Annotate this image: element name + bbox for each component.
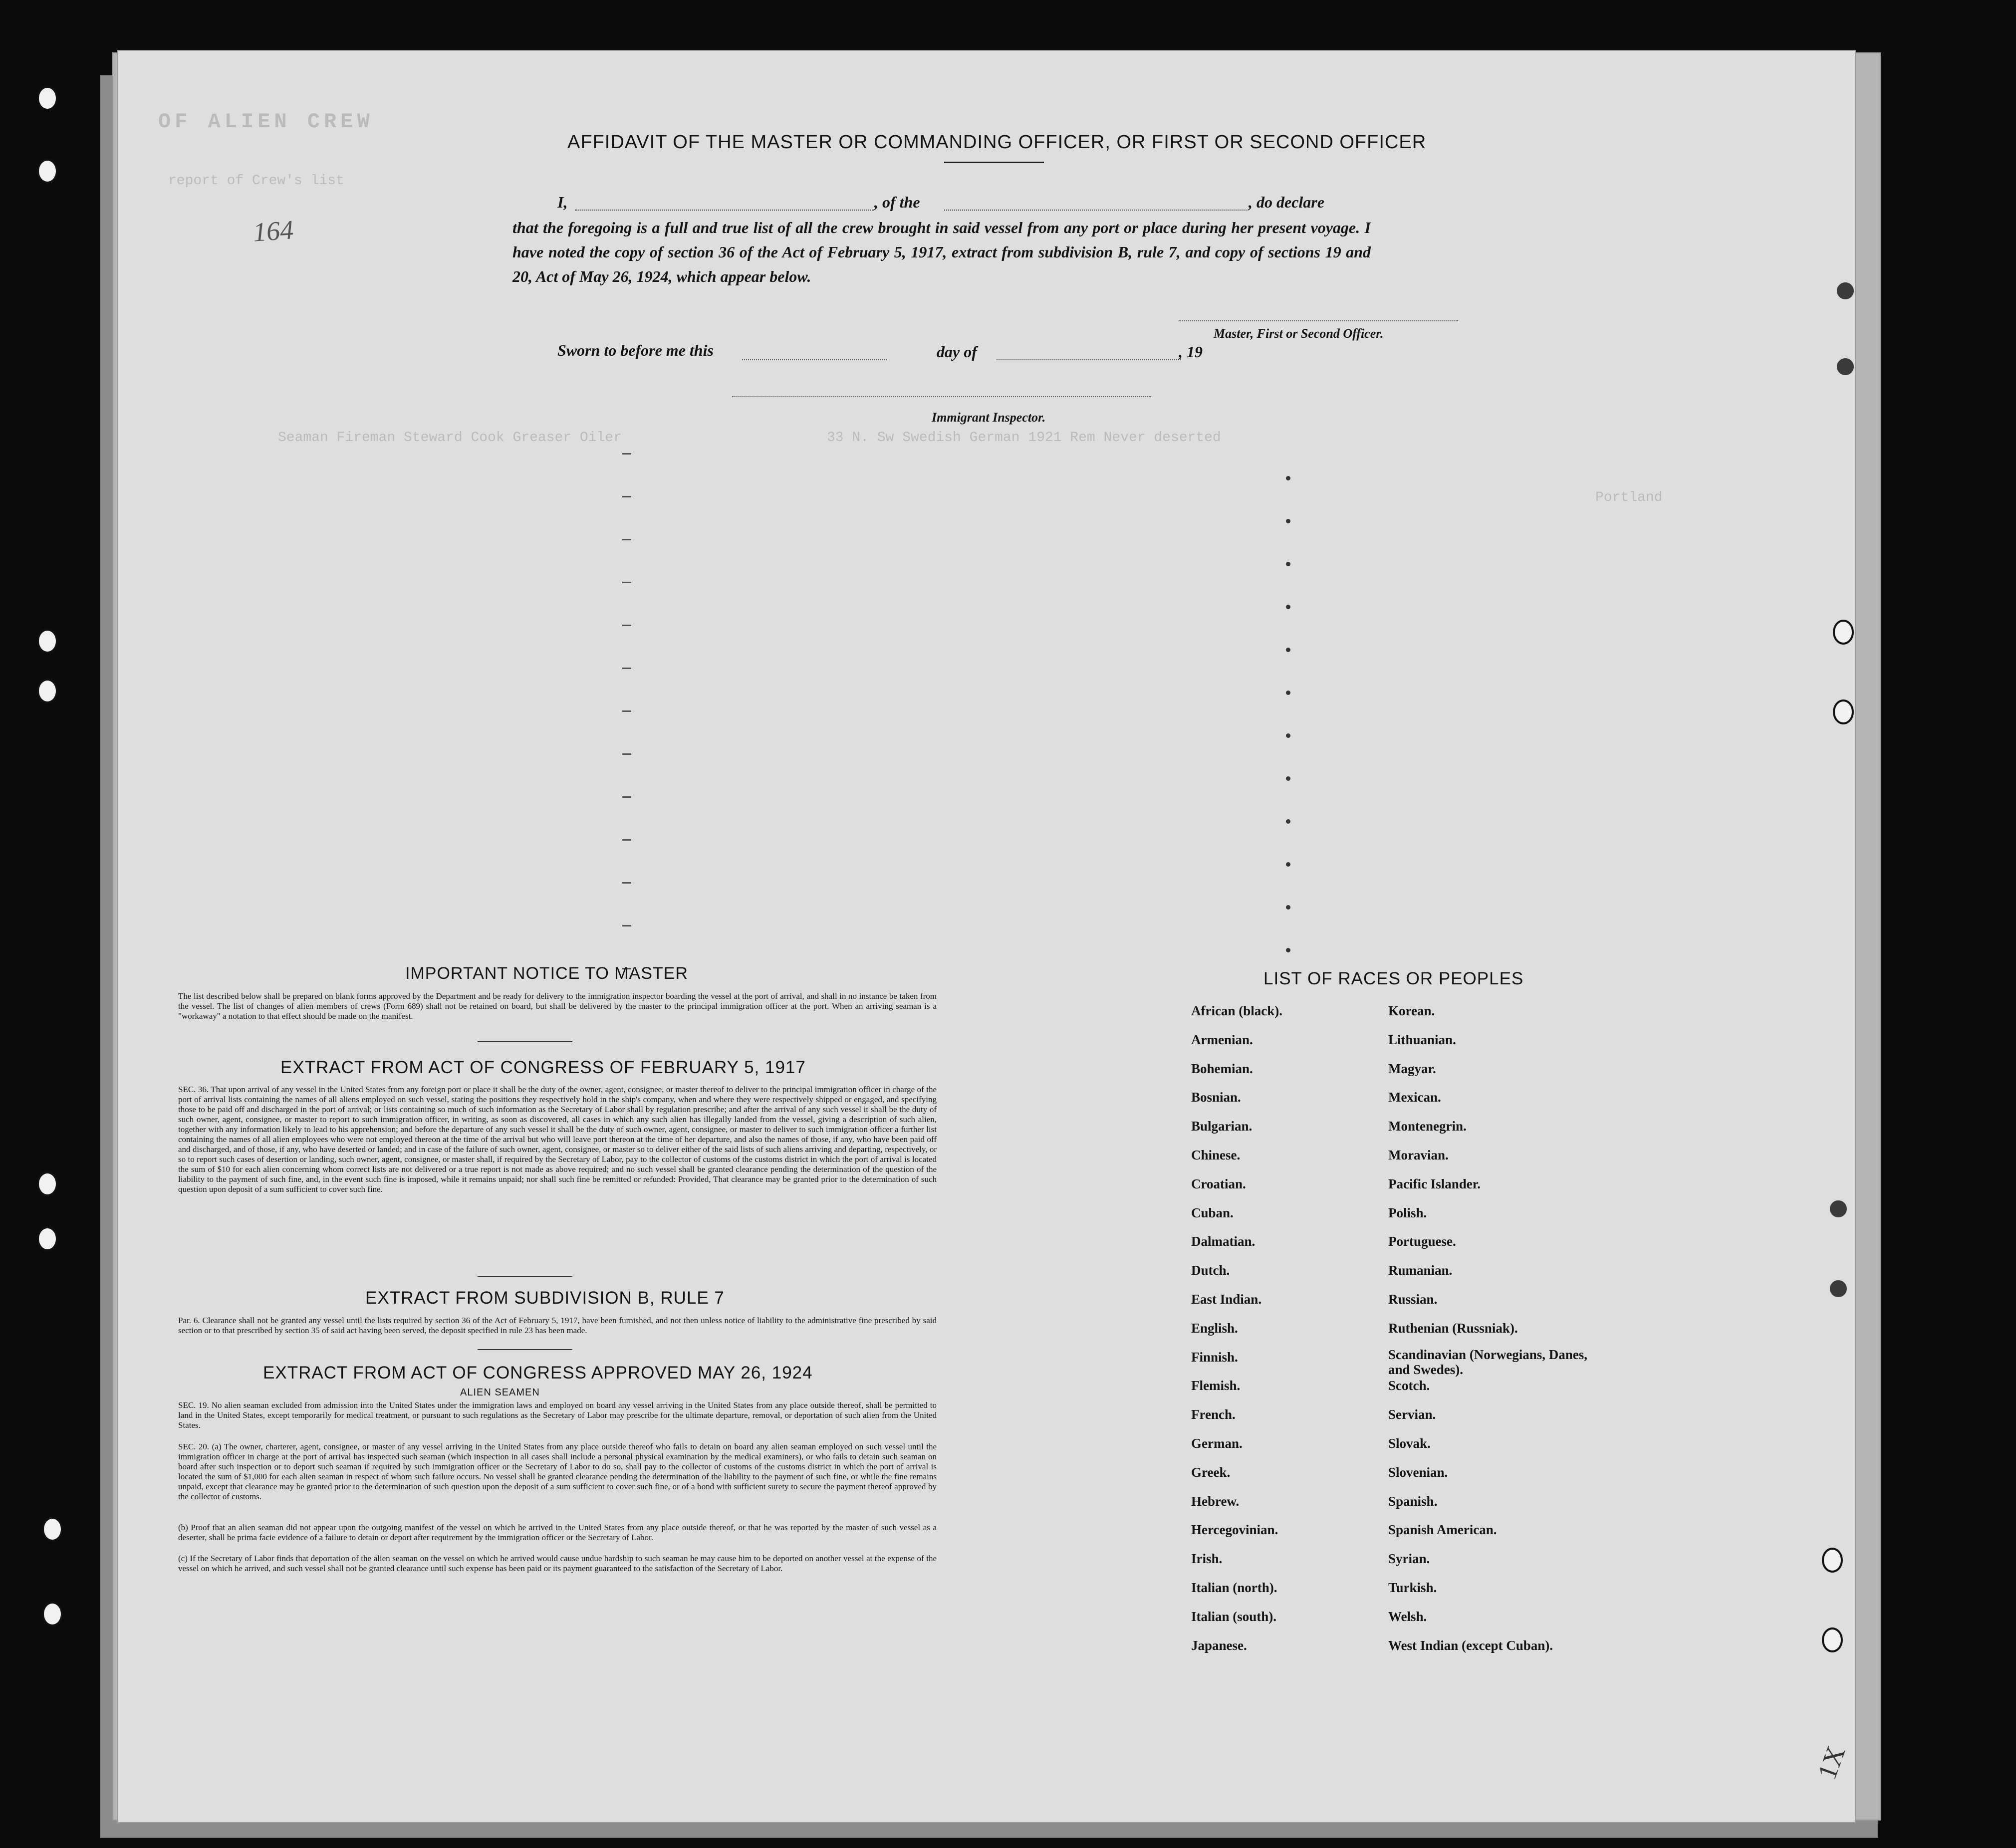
race-item: Slovak. (1388, 1435, 1431, 1451)
bleed-through-text: OF ALIEN CREW (158, 110, 374, 134)
race-item: Armenian. (1191, 1032, 1253, 1047)
races-title: LIST OF RACES OR PEOPLES (1263, 969, 1524, 988)
rule7-title: EXTRACT FROM SUBDIVISION B, RULE 7 (365, 1288, 725, 1308)
race-item: Chinese. (1191, 1147, 1241, 1162)
binder-hole (37, 1171, 58, 1196)
handwritten-number: 164 (252, 215, 294, 247)
race-item: Servian. (1388, 1407, 1436, 1422)
affidavit-i-label: I, (557, 193, 568, 211)
notice-text: The list described below shall be prepared on blank forms approved by the Department and be ready for delivery to the immigration inspector boarding the vessel at the port of arrival, and shall in no instance be taken from the vessel. The list of changes of alien members of crews (Form 689) shall not be retained on board, but shall be delivered by the master to the principal immigration officer at the port. When an arriving seaman is a "workaway" a notation to that effect should be made on the manifest. (178, 991, 937, 1021)
column-mark (622, 753, 631, 755)
race-item: Bosnian. (1191, 1090, 1241, 1105)
race-item: African (black). (1191, 1003, 1282, 1018)
affidavit-of-the: , of the (874, 193, 920, 211)
column-dot (1286, 905, 1290, 910)
affidavit-body: that the foregoing is a full and true list of all the crew brought in said vessel from any port or place during her present voyage. I have noted the copy of section 36 of the Act of February 5, 1917, extract from subdivision B, rule 7, and copy of sections 19 and 20, Act of May 26, 1924, which appear below. (512, 219, 1371, 285)
bleed-through-text: Portland (1595, 490, 1663, 505)
column-dot (1286, 648, 1290, 652)
inspector-signature-line (732, 396, 1151, 397)
sworn-label: Sworn to before me this (557, 341, 714, 359)
race-item: Irish. (1191, 1551, 1223, 1567)
name-field-line (575, 210, 874, 211)
binder-hole (37, 86, 58, 111)
column-dot (1286, 519, 1290, 523)
race-item: Greek. (1191, 1464, 1231, 1480)
race-item: Turkish. (1388, 1580, 1437, 1595)
race-item: Rumanian. (1388, 1263, 1453, 1278)
column-dot (1286, 562, 1290, 566)
binder-rivet (1835, 356, 1856, 377)
day-of-label: day of (937, 343, 977, 361)
column-dot (1286, 605, 1290, 609)
affidavit-title: AFFIDAVIT OF THE MASTER OR COMMANDING OFFICER, OR FIRST OR SECOND OFFICER (567, 132, 1427, 153)
vessel-field-line (944, 210, 1249, 211)
race-item: Portuguese. (1388, 1234, 1456, 1249)
race-item: Bohemian. (1191, 1061, 1253, 1076)
race-item: Korean. (1388, 1003, 1435, 1018)
column-mark (622, 453, 631, 455)
column-mark (622, 496, 631, 497)
race-item: Italian (north). (1191, 1580, 1277, 1595)
race-item: Cuban. (1191, 1205, 1234, 1220)
binder-hole (1822, 1548, 1843, 1573)
races-left-column (1191, 997, 1361, 1660)
race-item: Mexican. (1388, 1090, 1441, 1105)
document-page (117, 50, 1856, 1823)
race-item: Scandinavian (Norwegians, Danes, and Swedes). (1388, 1347, 1588, 1377)
race-item: Montenegrin. (1388, 1119, 1467, 1134)
section-rule (478, 1349, 572, 1350)
sec19-text: SEC. 19. No alien seaman excluded from admission into the United States under the immigration laws and employed on board any vessel arriving in the United States from any place outside thereof, shall be permitted to land in the United States, except temporarily for medical treatment, or pursuant to such regulations as the Secretary of Labor may prescribe for the ultimate departure, removal, or deportation of such alien from the United States. (178, 1400, 937, 1430)
title-rule (944, 162, 1044, 163)
inspector-label: Immigrant Inspector. (932, 410, 1046, 425)
column-dot (1286, 819, 1290, 824)
race-item: Scotch. (1388, 1378, 1430, 1393)
binder-hole (37, 159, 58, 184)
column-mark (622, 710, 631, 712)
column-dot (1286, 733, 1290, 738)
binder-hole (42, 1602, 63, 1626)
race-item: East Indian. (1191, 1291, 1262, 1307)
handwritten-mark: 1X (1811, 1742, 1851, 1784)
race-item: Polish. (1388, 1205, 1427, 1220)
signature-line (1179, 320, 1458, 321)
rule7-text: Par. 6. Clearance shall not be granted any vessel until the lists required by section 36 of the Act of February 5, 1917, have been furnished, and not then unless notice of liability to the administrative fine prescribed by said section or to that prescribed by section 35 of said act having been served, the deposit specified in rule 23 has been made. (178, 1316, 937, 1335)
year-label: , 19 (1179, 343, 1203, 361)
bleed-through-text: Seaman Fireman Steward Cook Greaser Oiler (278, 430, 622, 446)
binder-rivet (1835, 280, 1856, 301)
race-item: Flemish. (1191, 1378, 1241, 1393)
race-item: Spanish American. (1388, 1522, 1497, 1538)
race-item: Ruthenian (Russniak). (1388, 1320, 1518, 1336)
column-mark (622, 668, 631, 669)
race-item: Syrian. (1388, 1551, 1430, 1567)
race-item: Russian. (1388, 1291, 1438, 1307)
column-mark (622, 796, 631, 798)
sworn-day-line (742, 359, 887, 360)
sworn-month-line (997, 359, 1181, 360)
binder-hole (1833, 699, 1854, 724)
race-item: Italian (south). (1191, 1609, 1277, 1624)
binder-rivet (1828, 1278, 1849, 1299)
binder-hole (37, 629, 58, 654)
bleed-through-text: report of Crew's list (168, 173, 344, 189)
section-rule (478, 1041, 572, 1042)
column-dot (1286, 691, 1290, 695)
race-item: English. (1191, 1320, 1238, 1336)
bleed-through-text: 33 N. Sw Swedish German 1921 Rem Never deserted (827, 430, 1221, 446)
race-item: Pacific Islander. (1388, 1176, 1481, 1191)
column-mark (622, 925, 631, 926)
extract-1924-title: EXTRACT FROM ACT OF CONGRESS APPROVED MAY 26, 1924 (263, 1363, 813, 1383)
column-mark (622, 882, 631, 884)
race-item: Lithuanian. (1388, 1032, 1456, 1047)
race-item: Dalmatian. (1191, 1234, 1256, 1249)
binder-hole (1822, 1627, 1843, 1652)
race-item: French. (1191, 1407, 1236, 1422)
column-mark (622, 582, 631, 583)
column-dot (1286, 948, 1290, 952)
race-item: Magyar. (1388, 1061, 1436, 1076)
signer-label: Master, First or Second Officer. (1214, 326, 1384, 341)
binder-hole (1833, 620, 1854, 645)
column-mark (622, 539, 631, 540)
binder-rivet (1828, 1198, 1849, 1219)
extract-1917-text: SEC. 36. That upon arrival of any vessel in the United States from any foreign port or place it shall be the duty of the owner, agent, consignee, or master thereof to deliver to the principal immigration officer in charge of the port of arrival lists containing the names of all aliens employed on such vessel, stating the positions they respectively hold in the ship's company, when and where they were respectively shipped or engaged, and specifying those to be paid off and discharged in the port of arrival; or lists containing so much of such information as the Secretary of Labor shall by regulation prescribe; and after the arrival of any such vessel it shall be the duty of such owner, agent, consignee, or master to report to such immigration officer, in writing, as soon as discovered, all cases in which any such alien has illegally landed from the vessel, giving a description of such alien, together with any information likely to lead to his apprehension; and before the departure of any such vessel it shall be the duty of such owner, agent, consignee, or master to deliver to such immigration officer a further list containing the names of all alien employees who were not employed thereon at the time of the arrival but who will leave port thereon at the time of her departure, and also the names of those, if any, who have been paid off and discharged, and of those, if any, who have deserted or landed; and in case of the failure of such owner, agent, consignee, or master so to deliver either of the said lists of such aliens arriving and departing, respectively, or so to report such cases of desertion or landing, such owner, agent, consignee, or master shall, if required by the Secretary of Labor, pay to the collector of customs of the customs district in which the port of arrival is located the sum of $10 for each alien concerning whom correct lists are not delivered or a true report is not made as above required; and no such vessel shall be granted clearance pending the determination of the question of the liability to the payment of such fine, and, in the event such fine is imposed, while it remains unpaid; nor shall such fine be remitted or refunded: Provided, That clearance may be granted prior to the determination of such question upon deposit of a sum sufficient to cover such fine. (178, 1085, 937, 1194)
binder-hole (42, 1517, 63, 1542)
race-item: Slovenian. (1388, 1464, 1448, 1480)
column-dot (1286, 476, 1290, 480)
affidavit-do-declare: , do declare (1249, 193, 1324, 211)
column-mark (622, 839, 631, 841)
sec20c-text: (c) If the Secretary of Labor finds that deportation of the alien seaman on the vessel on which he arrived would cause undue hardship to such seaman he may cause him to be deported on another vessel at the expense of the vessel on which he arrived, and such vessel shall not be granted clearance until such expense has been paid or its payment guaranteed to the satisfaction of the Secretary of Labor. (178, 1554, 937, 1573)
binder-hole (37, 679, 58, 703)
race-item: Dutch. (1191, 1263, 1230, 1278)
race-item: Hebrew. (1191, 1493, 1240, 1509)
race-item: German. (1191, 1435, 1243, 1451)
column-dot (1286, 862, 1290, 867)
race-item: West Indian (except Cuban). (1388, 1637, 1553, 1653)
extract-1924-subtitle: ALIEN SEAMEN (460, 1387, 540, 1398)
races-right-column (1388, 997, 1598, 1660)
race-item: Hercegovinian. (1191, 1522, 1278, 1538)
binder-hole (37, 1226, 58, 1251)
column-mark (622, 625, 631, 626)
extract-1917-title: EXTRACT FROM ACT OF CONGRESS OF FEBRUARY 5, 1917 (280, 1058, 806, 1077)
race-item: Moravian. (1388, 1147, 1449, 1162)
section-rule (478, 1276, 572, 1277)
race-item: Finnish. (1191, 1349, 1238, 1365)
sec20b-text: (b) Proof that an alien seaman did not appear upon the outgoing manifest of the vessel on which he arrived in the United States from any place outside thereof, or that he was reported by the master of such vessel as a deserter, shall be prima facie evidence of a failure to detain or deport after requirement by the immigration officer or the Secretary of Labor. (178, 1523, 937, 1542)
sec20a-text: SEC. 20. (a) The owner, charterer, agent, consignee, or master of any vessel arriving in the United States from any place outside thereof who fails to detain on board any alien seaman employed on such vessel until the immigration officer in charge at the port of arrival has inspected such seaman (which inspection in all cases shall include a personal physical examination by the medical examiners), or who fails to detain such seaman on board after such inspection or to deport such seaman if required by such immigration officer or the Secretary of Labor to do so, shall pay to the collector of customs of the customs district in which the port of arrival is located the sum of $1,000 for each alien seaman in respect of whom such failure occurs. No vessel shall be granted clearance pending the determination of the liability to the payment of such fine, or while the fine remains unpaid, except that clearance may be granted prior to the determination of such question upon the deposit of a sum sufficient to cover such fine, or of a bond with sufficient surety to secure the payment thereof approved by the collector of customs. (178, 1442, 937, 1501)
race-item: Croatian. (1191, 1176, 1246, 1191)
race-item: Bulgarian. (1191, 1119, 1253, 1134)
race-item: Spanish. (1388, 1493, 1438, 1509)
race-item: Japanese. (1191, 1637, 1247, 1653)
race-item: Welsh. (1388, 1609, 1427, 1624)
column-dot (1286, 776, 1290, 781)
notice-title: IMPORTANT NOTICE TO MASTER (405, 964, 688, 983)
